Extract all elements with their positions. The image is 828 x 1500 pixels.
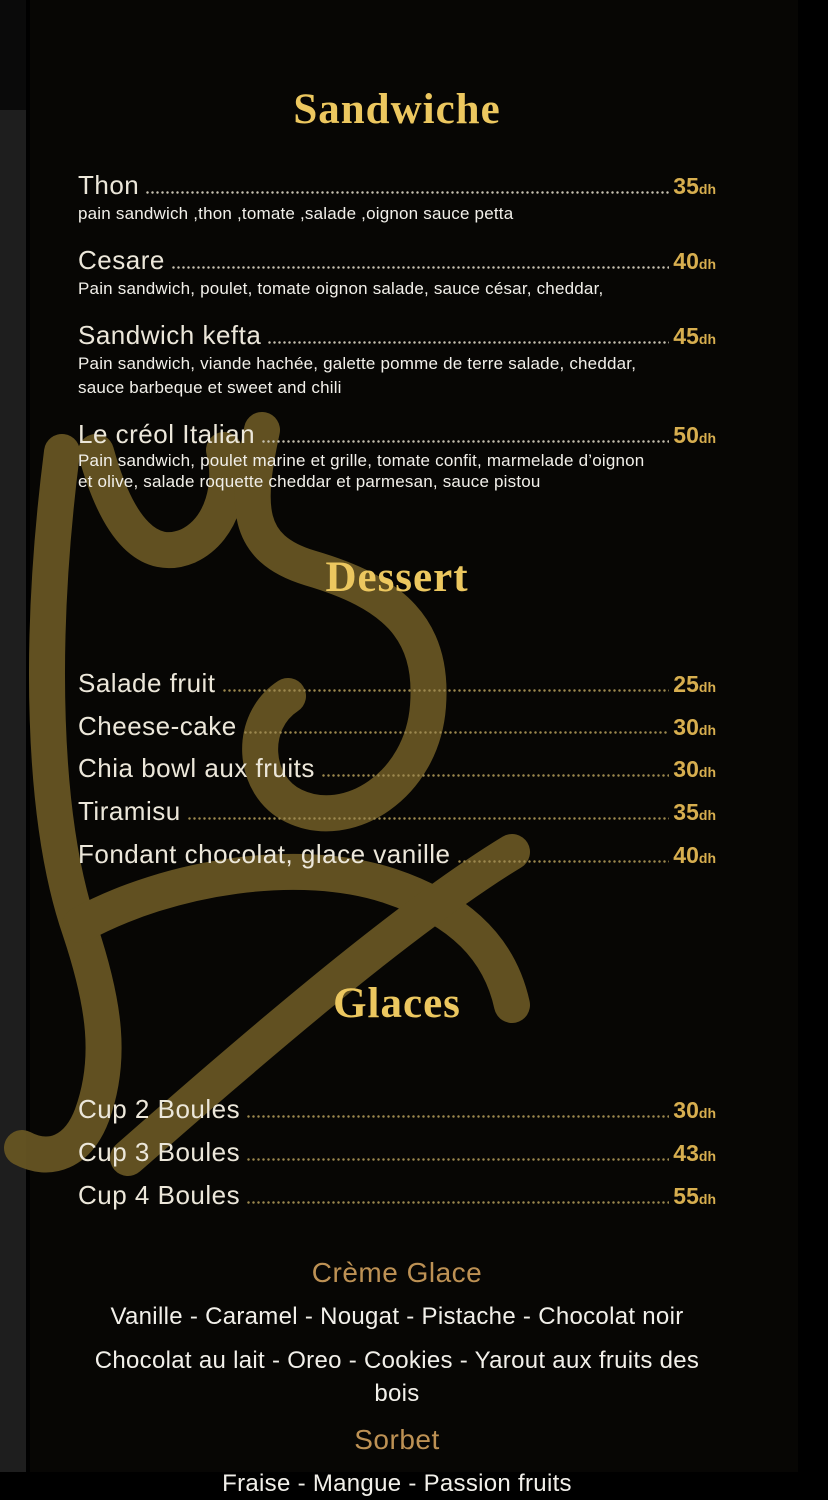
dotted-leader xyxy=(457,860,670,863)
item-name: Fondant chocolat, glace vanille xyxy=(78,839,451,870)
section-title-glaces: Glaces xyxy=(333,980,461,1028)
menu-item-fondant-chocolat xyxy=(78,840,716,870)
item-price: 40dh xyxy=(673,842,716,869)
item-name: Thon xyxy=(78,170,140,200)
currency-suffix: dh xyxy=(698,807,716,824)
section-title-dessert: Dessert xyxy=(325,553,469,601)
item-price: 43dh xyxy=(673,1140,716,1167)
dotted-leader xyxy=(267,341,669,344)
dotted-leader xyxy=(187,817,670,820)
currency-suffix: dh xyxy=(698,1190,716,1207)
left-edge-top-block xyxy=(0,0,26,110)
dotted-leader xyxy=(246,1115,669,1118)
menu-content xyxy=(78,0,716,1500)
menu-item-le-creol-italian xyxy=(78,420,716,491)
item-price: 40dh xyxy=(673,247,716,274)
item-price: 35dh xyxy=(673,173,716,199)
item-price: 50dh xyxy=(673,422,716,449)
item-price: 30dh xyxy=(673,713,716,740)
currency-suffix: dh xyxy=(698,678,716,695)
currency-suffix: dh xyxy=(698,721,716,738)
menu-item-cup-4-boules xyxy=(78,1181,716,1211)
item-price: 25dh xyxy=(673,670,716,697)
item-name: Le créol Italian xyxy=(78,419,256,450)
item-name: Cup 3 Boules xyxy=(78,1137,241,1168)
dotted-leader xyxy=(171,266,669,269)
dotted-leader xyxy=(222,689,670,692)
item-price: 35dh xyxy=(673,799,716,826)
currency-suffix: dh xyxy=(698,1105,716,1122)
currency-suffix: dh xyxy=(698,850,716,867)
menu-item-cup-2-boules xyxy=(78,1095,716,1125)
creme-glace-flavors-line1: Vanille - Caramel - Nougat - Pistache - Chocolat noir xyxy=(110,1302,684,1330)
item-name: Cesare xyxy=(78,244,165,275)
menu-item-cheese-cake xyxy=(78,712,716,742)
currency-suffix: dh xyxy=(698,430,716,447)
dotted-leader xyxy=(246,1201,669,1204)
item-name: Cup 4 Boules xyxy=(78,1179,241,1210)
item-price: 55dh xyxy=(673,1182,716,1209)
section-title-sandwiche: Sandwiche xyxy=(293,86,501,133)
item-price: 45dh xyxy=(673,322,716,349)
menu-item-thon xyxy=(78,171,716,226)
item-description-line2: sauce barbeque et sweet and chili xyxy=(78,378,342,398)
item-name: Chia bowl aux fruits xyxy=(78,753,315,784)
dotted-leader xyxy=(243,731,670,734)
menu-item-salade-fruit xyxy=(78,669,716,699)
item-description: Pain sandwich, viande hachée, galette pomme de terre salade, cheddar, xyxy=(78,353,637,373)
dotted-leader xyxy=(145,191,669,194)
item-description: Pain sandwich, poulet marine et grille, tomate confit, marmelade d’oignon xyxy=(78,451,645,471)
menu-item-chia-bowl xyxy=(78,754,716,784)
item-name: Cup 2 Boules xyxy=(78,1094,241,1125)
subsection-title-sorbet: Sorbet xyxy=(354,1423,440,1455)
item-description: pain sandwich ,thon ,tomate ,salade ,oignon sauce petta xyxy=(78,203,514,223)
item-name: Sandwich kefta xyxy=(78,319,262,350)
item-price: 30dh xyxy=(673,756,716,783)
item-price: 30dh xyxy=(673,1097,716,1124)
subsection-title-creme-glace: Crème Glace xyxy=(311,1256,483,1288)
item-name: Tiramisu xyxy=(78,796,181,827)
item-name: Cheese-cake xyxy=(78,710,237,741)
currency-suffix: dh xyxy=(698,1148,716,1165)
currency-suffix: dh xyxy=(698,330,716,347)
currency-suffix: dh xyxy=(698,181,716,197)
left-edge-strip xyxy=(0,0,26,1472)
item-name: Salade fruit xyxy=(78,667,216,698)
dotted-leader xyxy=(321,774,669,777)
currency-suffix: dh xyxy=(698,764,716,781)
sorbet-flavors-line1: Fraise - Mangue - Passion fruits xyxy=(222,1469,572,1497)
menu-item-tiramisu xyxy=(78,797,716,827)
creme-glace-flavors-line2: Chocolat au lait - Oreo - Cookies - Yarout aux fruits des bois xyxy=(94,1347,700,1407)
menu-item-cup-3-boules xyxy=(78,1138,716,1168)
currency-suffix: dh xyxy=(698,255,716,272)
dotted-leader xyxy=(246,1158,669,1161)
item-description-line2: et olive, salade roquette cheddar et parmesan, sauce pistou xyxy=(78,472,541,491)
item-description: Pain sandwich, poulet, tomate oignon salade, sauce césar, cheddar, xyxy=(78,278,604,298)
menu-item-sandwich-kefta xyxy=(78,321,716,401)
dotted-leader xyxy=(261,440,669,443)
menu-item-cesare xyxy=(78,246,716,301)
